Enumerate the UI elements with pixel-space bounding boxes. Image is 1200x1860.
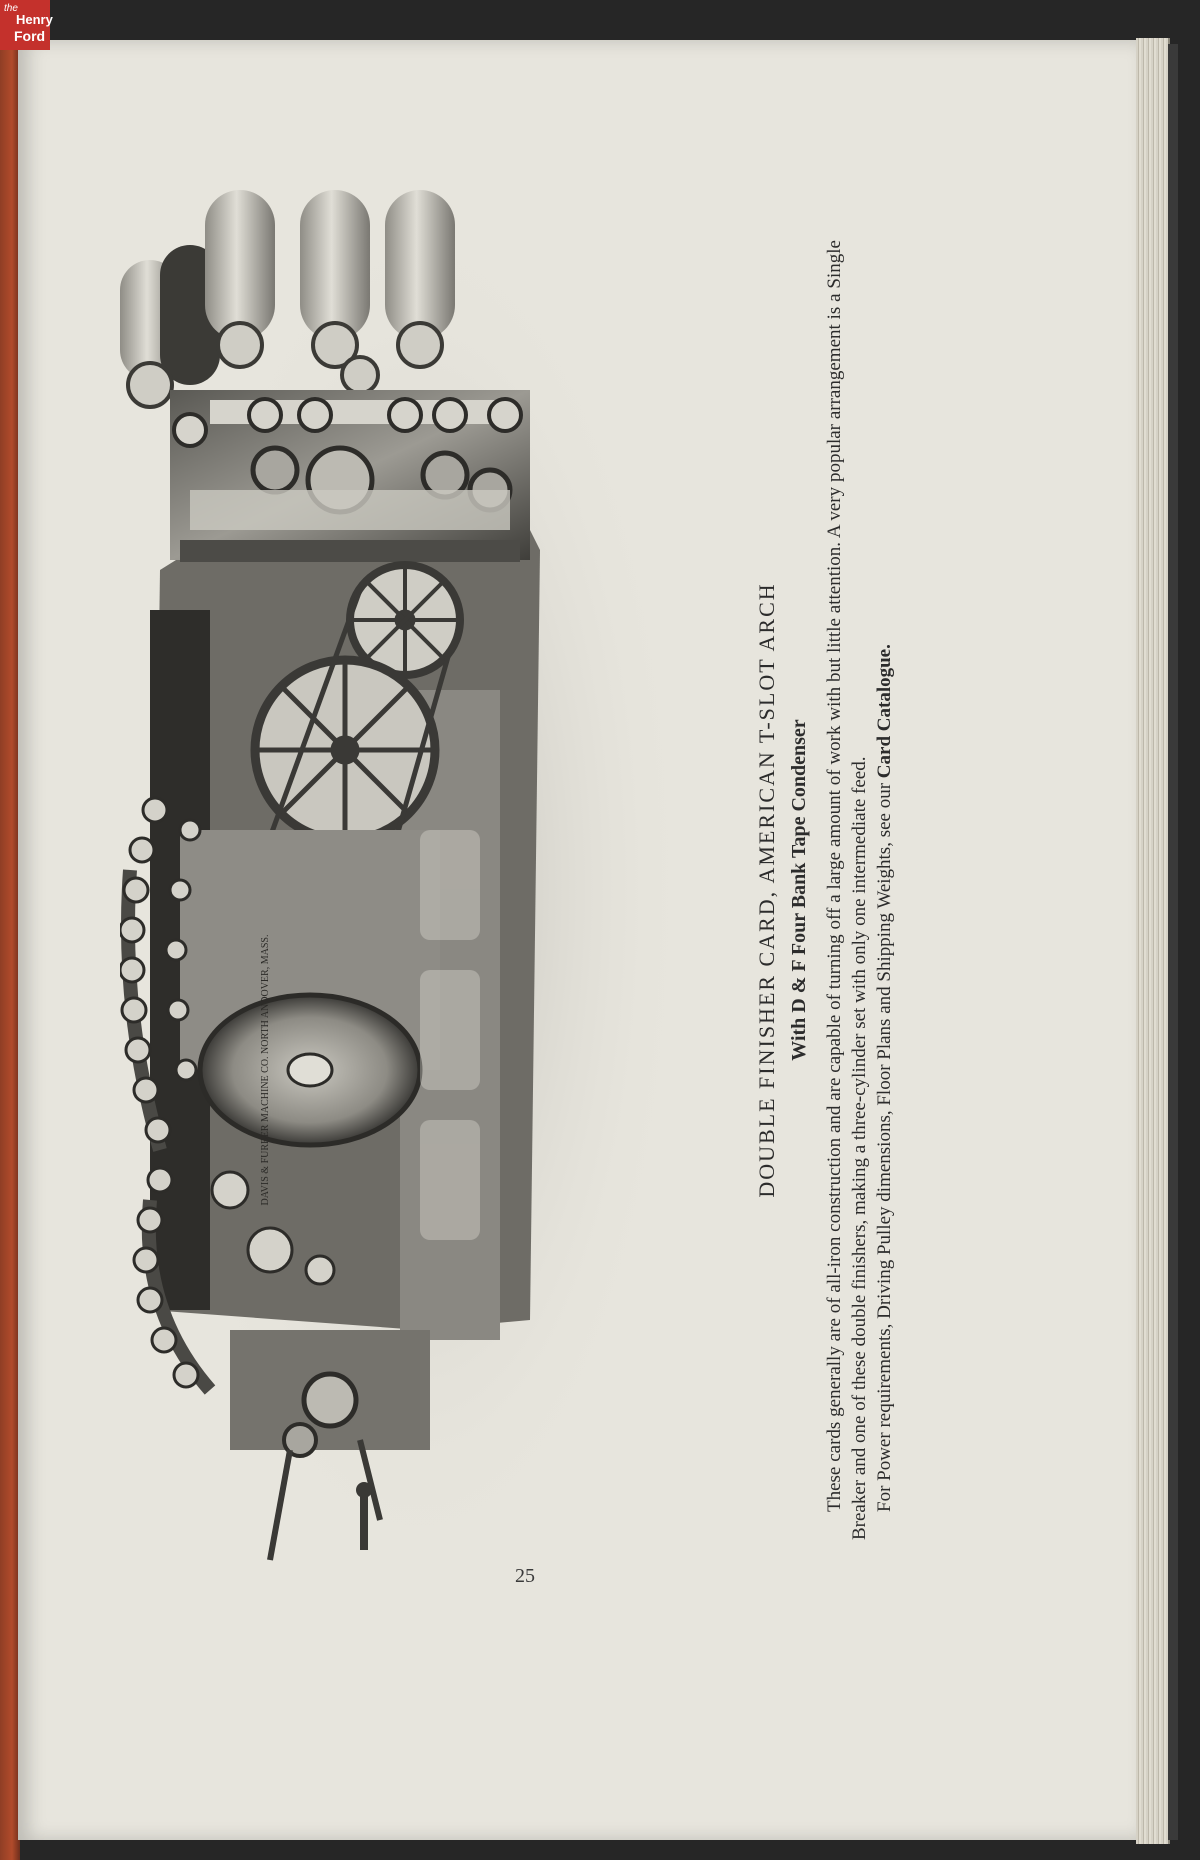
pulley-inscription: DAVIS & FURBER MACHINE CO. NORTH ANDOVER, MASS. xyxy=(260,934,271,1206)
condenser-gear-rack xyxy=(170,390,530,562)
binding-edge xyxy=(0,0,20,1860)
card-catalogue-reference: Card Catalogue. xyxy=(874,644,895,779)
frame-arches xyxy=(420,830,480,1240)
caption-title: DOUBLE FINISHER CARD, AMERICAN T-SLOT ARCH xyxy=(754,582,779,1198)
caption-paragraph-1: These cards generally are of all-iron construction and are capable of turning off a large amount of work with but little attention. A very popular arrangement is a Single Breaker and one of these double finishers, making a three-cylinder set with only one intermediate feed. xyxy=(824,240,870,1540)
logo-line-the: the xyxy=(4,3,18,14)
logo-line-ford: Ford xyxy=(14,28,46,44)
caption-paragraph-2-text: For Power requirements, Driving Pulley dimensions, Floor Plans and Shipping Weights, see our xyxy=(874,778,895,1512)
page-number: 25 xyxy=(515,1565,535,1587)
logo-line-henry: Henry xyxy=(16,12,53,27)
cover-edge xyxy=(1168,44,1178,1840)
caption-paragraph-2 xyxy=(872,240,897,1540)
page-stack-edge xyxy=(1136,38,1170,1844)
caption-subtitle: With D & F Four Bank Tape Condenser xyxy=(788,719,810,1061)
caption-block xyxy=(750,240,960,1540)
henry-ford-logo xyxy=(0,0,53,50)
carding-machine-illustration xyxy=(120,190,680,1580)
